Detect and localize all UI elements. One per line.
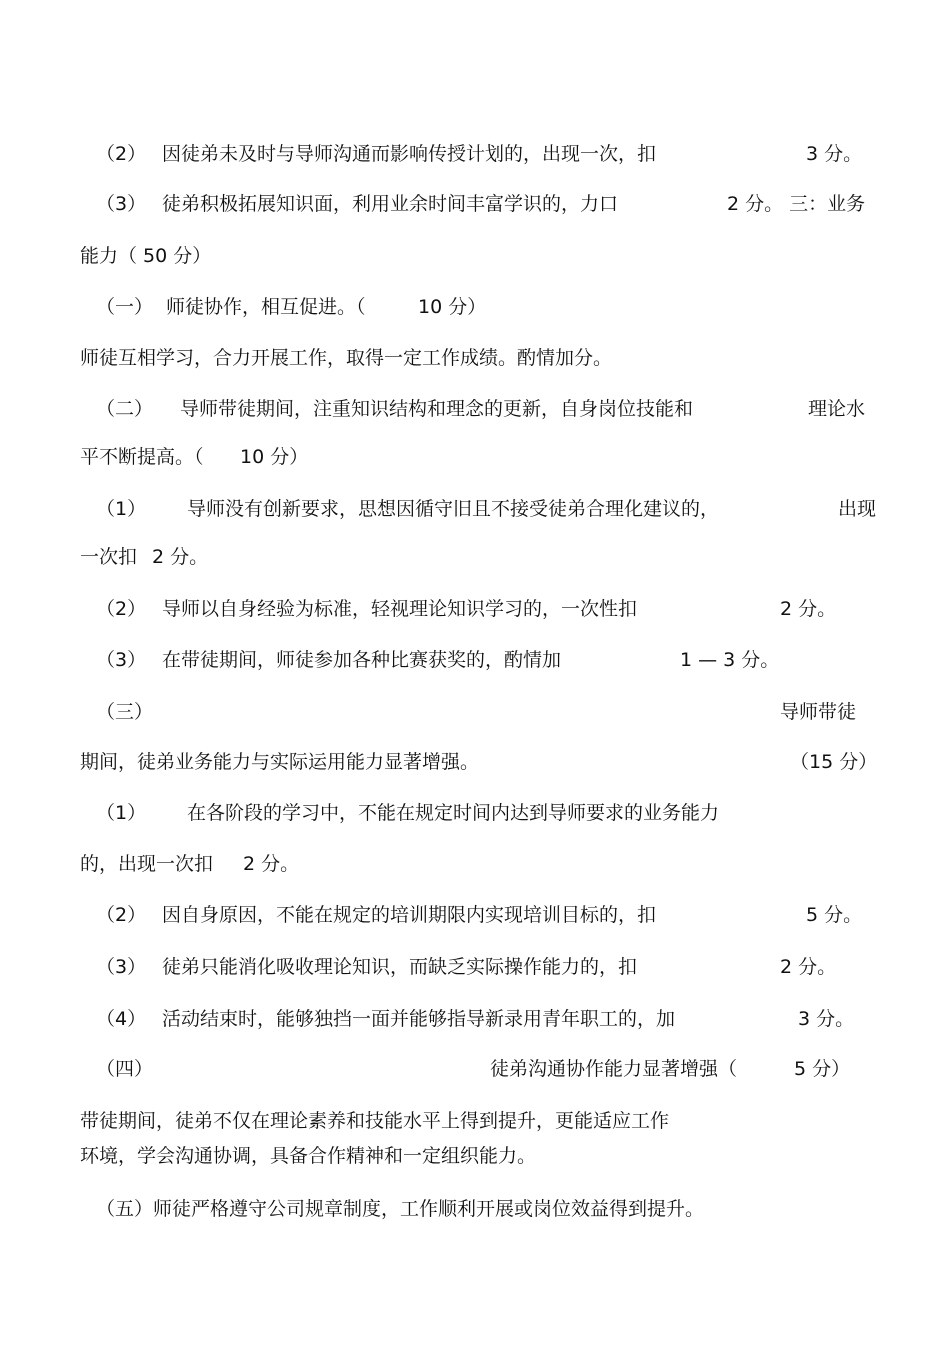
item-label: （1） (96, 498, 147, 520)
item-label: （1） (96, 802, 147, 824)
text-line: 徒弟积极拓展知识面，利用业余时间丰富学识的，力口 (162, 193, 619, 215)
text-line: 出现 (838, 498, 877, 520)
text-line: 能力（ 50 分） (80, 245, 212, 267)
score-text: 2 分。 三：业务 (727, 193, 866, 215)
text-line: 因徒弟未及时与导师沟通而影响传授计划的，出现一次，扣 (162, 143, 657, 165)
score-text: 3 分。 (806, 143, 863, 165)
item-label: （4） (96, 1008, 147, 1030)
score-text: 2 分。 (780, 598, 837, 620)
item-label: （2） (96, 904, 147, 926)
item-label: （2） (96, 143, 147, 165)
section-heading-1: （一） (96, 296, 154, 318)
score-text: 5 分） (794, 1058, 851, 1080)
text-line: 导师以自身经验为标准，轻视理论知识学习的，一次性扣 (162, 598, 638, 620)
score-text: 2 分。 (152, 546, 209, 568)
text-line: 活动结束时，能够独挡一面并能够指导新录用青年职工的，加 (162, 1008, 676, 1030)
score-text: （15 分） (790, 751, 878, 773)
text-line: 理论水 (808, 398, 866, 420)
score-text: 10 分） (240, 446, 309, 468)
item-label: （3） (96, 649, 147, 671)
score-text: 10 分） (418, 296, 487, 318)
score-text: 5 分。 (806, 904, 863, 926)
text-line: 的，出现一次扣 (80, 853, 214, 875)
text-line: 在各阶段的学习中，不能在规定时间内达到导师要求的业务能力 (187, 802, 720, 824)
score-text: 3 分。 (798, 1008, 855, 1030)
text-line: 师徒互相学习，合力开展工作，取得一定工作成绩。酌情加分。 (80, 347, 613, 369)
score-text: 1 — 3 分。 (680, 649, 780, 671)
section-heading-3: （三） (96, 701, 154, 723)
text-line: 带徒期间，徒弟不仅在理论素养和技能水平上得到提升，更能适应工作 (80, 1110, 670, 1132)
item-label: （3） (96, 956, 147, 978)
text-line: 导师没有创新要求，思想因循守旧且不接受徒弟合理化建议的， (187, 498, 720, 520)
score-text: 2 分。 (243, 853, 300, 875)
section-heading-2: （二） (96, 398, 154, 420)
section-title: 师徒协作，相互促进。（ (166, 296, 366, 318)
section-title: 导师带徒期间，注重知识结构和理念的更新，自身岗位技能和 (180, 398, 694, 420)
section-heading-4: （四） (96, 1058, 154, 1080)
section-title: 徒弟沟通协作能力显著增强（ (490, 1058, 738, 1080)
text-line: 环境，学会沟通协调，具备合作精神和一定组织能力。 (80, 1145, 537, 1167)
text-line: 期间，徒弟业务能力与实际运用能力显著增强。 (80, 751, 480, 773)
score-text: 2 分。 (780, 956, 837, 978)
item-label: （2） (96, 598, 147, 620)
section-title: 导师带徒 (780, 701, 857, 723)
section-heading-5: （五）师徒严格遵守公司规章制度，工作顺利开展或岗位效益得到提升。 (96, 1198, 705, 1220)
text-line: 平不断提高。（ (80, 446, 204, 468)
item-label: （3） (96, 193, 147, 215)
text-line: 因自身原因，不能在规定的培训期限内实现培训目标的，扣 (162, 904, 657, 926)
text-line: 徒弟只能消化吸收理论知识，而缺乏实际操作能力的，扣 (162, 956, 638, 978)
text-line: 一次扣 (80, 546, 138, 568)
text-line: 在带徒期间，师徒参加各种比赛获奖的，酌情加 (162, 649, 562, 671)
